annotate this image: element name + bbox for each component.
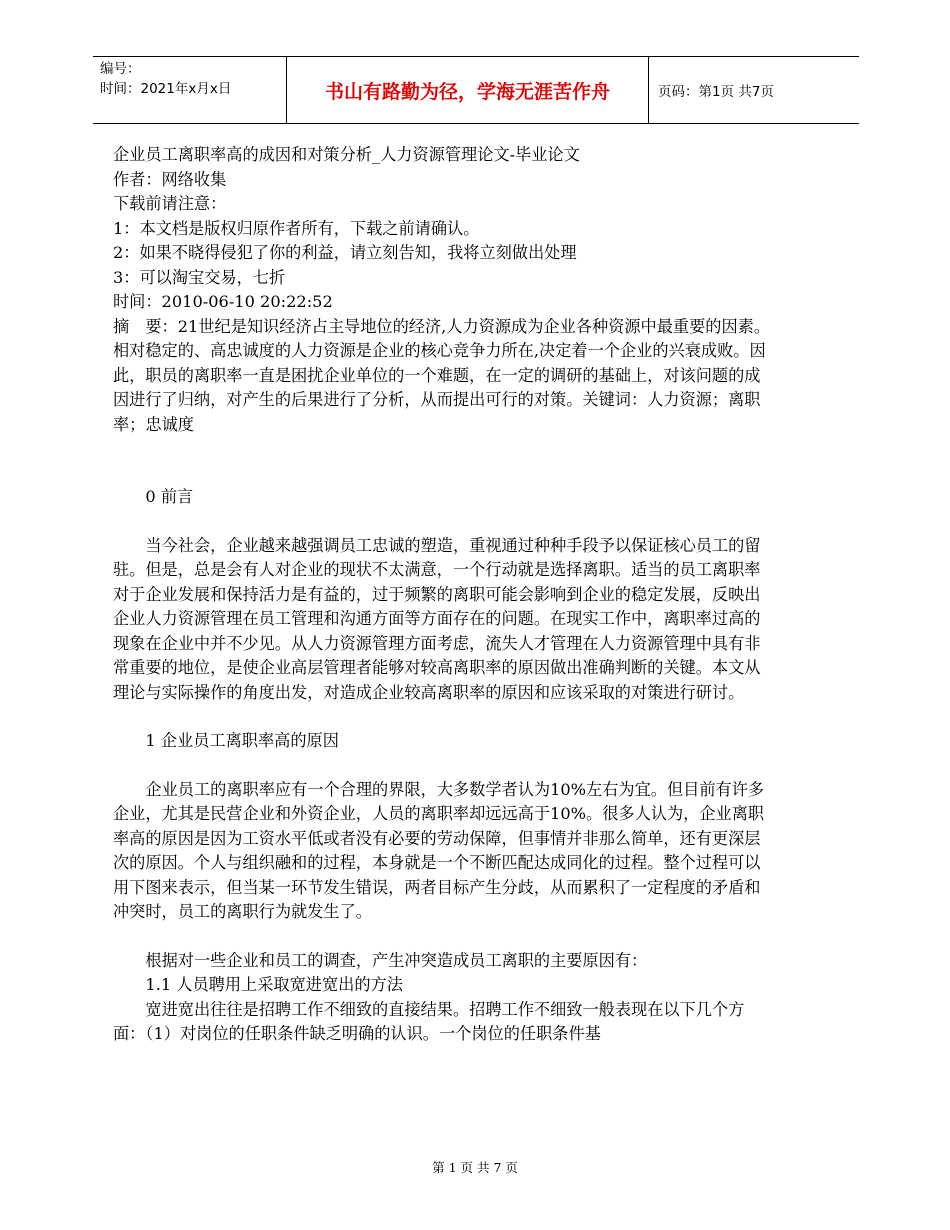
document-title: 企业员工离职率高的成因和对策分析_人力资源管理论文-毕业论文 bbox=[113, 145, 580, 164]
section-1-paragraph: 企业员工的离职率应有一个合理的界限，大多数学者认为10%左右为宜。但目前有许多企业，尤其是民营企业和外资企业，人员的离职率却远远高于10%。很多人认为，企业离职率高的原因是因为工资水平低或者没有必要的劳动保障，但事情并非那么简单，还有更深层次的原因。个人与组织融和的过程，本身就是一个不断匹配达成同化的过程。整个过程可以用下图来表示，但当某一环节发生错误，两者目标产生分歧，从而累积了一定程度的矛盾和冲突时，员工的离职行为就发生了。 bbox=[113, 779, 765, 921]
notice-item-1: 1：本文档是版权归原作者所有，下载之前请确认。 bbox=[113, 218, 480, 238]
notice-item-2: 2：如果不晓得侵犯了你的利益，请立刻告知，我将立刻做出处理 bbox=[113, 243, 577, 262]
section-0-title: 0 前言 bbox=[145, 487, 194, 506]
document-time: 时间：2010-06-10 20:22:52 bbox=[113, 292, 333, 311]
page-footer: 第 1 页 共 7 页 bbox=[432, 1160, 518, 1175]
page-header bbox=[93, 56, 859, 124]
header-meta bbox=[100, 59, 285, 99]
section-1-paragraph-2: 根据对一些企业和员工的调查，产生冲突造成员工离职的主要原因有： bbox=[145, 950, 648, 970]
section-1-1-title: 1.1 人员聘用上采取宽进宽出的方法 bbox=[145, 975, 403, 994]
section-1-1-paragraph: 宽进宽出往往是招聘工作不细致的直接结果。招聘工作不细致一般表现在以下几个方面：（1）对岗位的任职条件缺乏明确的认识。一个岗位的任职条件基 bbox=[113, 999, 745, 1043]
document-body bbox=[113, 143, 773, 1047]
section-1-title: 1 企业员工离职率高的原因 bbox=[145, 731, 339, 750]
header-page-info: 页码：第1页 共7页 bbox=[658, 84, 774, 100]
document-time-label: 时间：2021年x月x日 bbox=[100, 81, 232, 97]
header-motto: 书山有路勤为径，学海无涯苦作舟 bbox=[286, 57, 649, 123]
notice-item-3: 3：可以淘宝交易，七折 bbox=[113, 267, 286, 287]
document-author: 作者：网络收集 bbox=[113, 169, 227, 189]
document-number-label: 编号： bbox=[100, 61, 141, 77]
notice-heading: 下载前请注意： bbox=[113, 194, 227, 213]
section-0-paragraph: 当今社会，企业越来越强调员工忠诚的塑造，重视通过种种手段予以保证核心员工的留驻。但是，总是会有人对企业的现状不太满意，一个行动就是选择离职。适当的员工离职率对于企业发展和保持活力是有益的，过于频繁的离职可能会影响到企业的稳定发展，反映出企业人力资源管理在员工管理和沟通方面等方面存在的问题。在现实工作中，离职率过高的现象在企业中并不少见。从人力资源管理方面考虑，流失人才管理在人力资源管理中具有非常重要的地位，是使企业高层管理者能够对较高离职率的原因做出准确判断的关键。本文从理论与实际操作的角度出发，对造成企业较高离职率的原因和应该采取的对策进行研讨。 bbox=[113, 535, 761, 702]
abstract: 摘 要：21世纪是知识经济占主导地位的经济,人力资源成为企业各种资源中最重要的因素。相对稳定的、高忠诚度的人力资源是企业的核心竞争力所在,决定着一个企业的兴衰成败。因此，职员的离职率一直是困扰企业单位的一个难题，在一定的调研的基础上，对该问题的成因进行了归纳，对产生的后果进行了分析，从而提出可行的对策。关键词：人力资源；离职率；忠诚度 bbox=[113, 316, 771, 434]
